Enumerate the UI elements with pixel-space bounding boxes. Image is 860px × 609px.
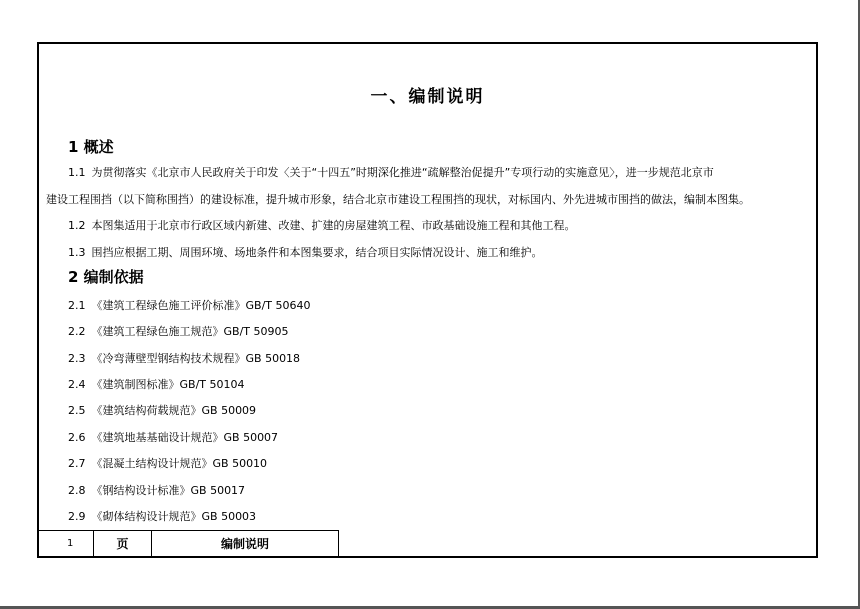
reference-item	[68, 429, 278, 445]
reference-item	[68, 508, 256, 524]
reference-text: 《建筑地基基础设计规范》GB 50007	[91, 431, 279, 444]
reference-item	[68, 376, 244, 392]
paragraph-number: 1.3	[68, 246, 86, 259]
reference-text: 《建筑制图标准》GB/T 50104	[91, 378, 245, 391]
reference-number: 2.2	[68, 325, 86, 338]
page-label: 页	[94, 531, 152, 556]
reference-item	[68, 350, 300, 366]
reference-item	[68, 402, 256, 418]
reference-number: 2.1	[68, 299, 86, 312]
reference-number: 2.7	[68, 457, 86, 470]
paragraph-1-1	[68, 164, 714, 180]
reference-text: 《建筑工程绿色施工规范》GB/T 50905	[91, 325, 289, 338]
paragraph-1-1-continued	[46, 191, 750, 207]
paragraph-number: 1.2	[68, 219, 86, 232]
reference-text: 《冷弯薄壁型钢结构技术规程》GB 50018	[91, 352, 301, 365]
page-title: 一、编制说明	[370, 87, 485, 107]
drawing-sheet	[37, 42, 818, 558]
reference-item	[68, 455, 267, 471]
reference-number: 2.5	[68, 404, 86, 417]
paragraph-1-2	[68, 217, 576, 233]
paragraph-text: 为贯彻落实《北京市人民政府关于印发〈关于“十四五”时期深化推进“疏解整治促提升”专项行动的实施意见〉，进一步规范北京市	[91, 166, 714, 179]
reference-text: 《混凝土结构设计规范》GB 50010	[91, 457, 268, 470]
paragraph-number: 1.1	[68, 166, 86, 179]
paragraph-text: 围挡应根据工期、周围环境、场地条件和本图集要求，结合项目实际情况设计、施工和维护。	[91, 246, 543, 259]
reference-number: 2.9	[68, 510, 86, 523]
paragraph-1-3	[68, 244, 543, 260]
section-heading-overview: 1 概述	[68, 138, 114, 156]
reference-text: 《砌体结构设计规范》GB 50003	[91, 510, 257, 523]
reference-text: 《建筑工程绿色施工评价标准》GB/T 50640	[91, 299, 311, 312]
reference-item	[68, 323, 288, 339]
reference-item	[68, 482, 245, 498]
paragraph-text: 建设工程围挡（以下简称围挡）的建设标准，提升城市形象，结合北京市建设工程围挡的现状，对标国内、外先进城市围挡的做法，编制本图集。	[46, 193, 750, 206]
reference-item	[68, 297, 310, 313]
reference-text: 《建筑结构荷载规范》GB 50009	[91, 404, 257, 417]
paragraph-text: 本图集适用于北京市行政区域内新建、改建、扩建的房屋建筑工程、市政基础设施工程和其他工程。	[91, 219, 576, 232]
reference-number: 2.4	[68, 378, 86, 391]
reference-text: 《钢结构设计标准》GB 50017	[91, 484, 246, 497]
reference-number: 2.8	[68, 484, 86, 497]
reference-number: 2.3	[68, 352, 86, 365]
page-number: 1	[39, 531, 94, 556]
section-heading-basis: 2 编制依据	[68, 268, 144, 286]
title-block	[39, 530, 339, 556]
reference-number: 2.6	[68, 431, 86, 444]
sheet-title: 编制说明	[220, 537, 269, 551]
